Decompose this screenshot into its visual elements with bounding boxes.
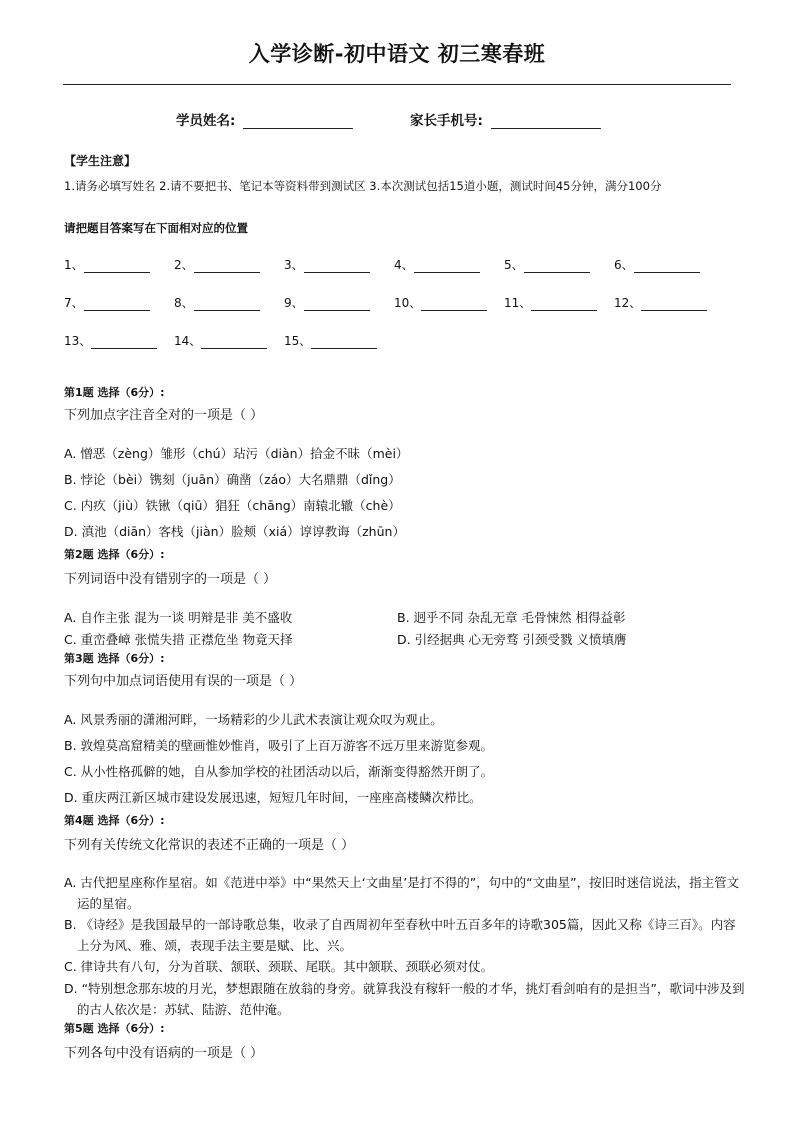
answer-slot[interactable] [174, 332, 267, 349]
page-title: 入学诊断-初中语文 初三寒春班 [248, 42, 546, 66]
question-3-option-d[interactable]: D. 重庆两江新区城市建设发展迅速，短短几年时间，一座座高楼鳞次栉比。 [64, 790, 482, 805]
question-3-option-b[interactable]: B. 敦煌莫高窟精美的壁画惟妙惟肖，吸引了上百万游客不远万里来游览参观。 [64, 738, 494, 753]
answer-slot-label: 8、 [174, 296, 194, 310]
notice-title: 【学生注意】 [64, 154, 137, 168]
answer-line[interactable] [84, 259, 150, 273]
question-5-stem: 下列各句中没有语病的一项是（ ） [64, 1046, 264, 1061]
question-1-option-a[interactable]: A. 憎恶（zèng）雏形（chú）玷污（diàn）拾金不昧（mèi） [64, 446, 409, 461]
answer-slot[interactable] [284, 332, 377, 349]
answer-line[interactable] [201, 335, 267, 349]
answer-slot[interactable] [504, 256, 590, 273]
question-3-stem: 下列句中加点词语使用有误的一项是（ ） [64, 674, 303, 689]
answer-slot[interactable] [284, 256, 370, 273]
answer-line[interactable] [634, 259, 700, 273]
answer-slot-label: 7、 [64, 296, 84, 310]
question-1-option-c[interactable]: C. 内疚（jiù）铁锹（qiū）猖狂（chāng）南辕北辙（chè） [64, 498, 401, 513]
answer-line[interactable] [421, 297, 487, 311]
question-4-stem: 下列有关传统文化常识的表述不正确的一项是（ ） [64, 838, 355, 853]
answer-line[interactable] [531, 297, 597, 311]
answer-line[interactable] [194, 259, 260, 273]
answer-slot[interactable] [64, 332, 157, 349]
answer-slot[interactable] [284, 294, 370, 311]
question-4-option-a[interactable]: A. 古代把星座称作星宿。如《范进中举》中“果然天上‘文曲星’是打不得的”，句中的“文曲星”，按旧时迷信说法，指主管文运的星宿。 [64, 875, 740, 911]
question-2-stem: 下列词语中没有错别字的一项是（ ） [64, 572, 277, 587]
question-5-header: 第5题 选择（6分）: [64, 1022, 165, 1035]
answer-slot-label: 10、 [394, 296, 422, 310]
notice-text: 1.请务必填写姓名 2.请不要把书、笔记本等资料带到测试区 3.本次测试包括15道小题，测试时间45分钟，满分100分 [64, 179, 662, 193]
answer-slot-label: 6、 [614, 258, 634, 272]
question-2-option-a[interactable]: A. 自作主张 混为一谈 明辩是非 美不盛收 [64, 610, 293, 625]
answer-hint: 请把题目答案写在下面相对应的位置 [64, 221, 248, 235]
answer-slot-label: 13、 [64, 334, 92, 348]
answer-line[interactable] [194, 297, 260, 311]
answer-slot-label: 11、 [504, 296, 532, 310]
answer-slot[interactable] [614, 294, 707, 311]
answer-line[interactable] [84, 297, 150, 311]
answer-slot[interactable] [64, 256, 150, 273]
answer-slot[interactable] [394, 256, 480, 273]
question-4-header: 第4题 选择（6分）: [64, 814, 165, 827]
answer-line[interactable] [311, 335, 377, 349]
answer-slot-label: 14、 [174, 334, 202, 348]
answer-slot-label: 15、 [284, 334, 312, 348]
answer-slot-label: 12、 [614, 296, 642, 310]
question-2-option-b[interactable]: B. 迥乎不同 杂乱无章 毛骨悚然 相得益彰 [397, 610, 626, 625]
answer-line[interactable] [524, 259, 590, 273]
question-1-option-b[interactable]: B. 悖论（bèi）镌刻（juān）确凿（záo）大名鼎鼎（dǐng） [64, 472, 401, 487]
answer-slot-label: 9、 [284, 296, 304, 310]
answer-slot[interactable] [394, 294, 487, 311]
title-divider [63, 84, 731, 85]
answer-slot[interactable] [174, 294, 260, 311]
answer-slot-label: 1、 [64, 258, 84, 272]
question-2-option-c[interactable]: C. 重峦叠嶂 张慌失措 正襟危坐 物竟天择 [64, 632, 293, 647]
answer-slot[interactable] [174, 256, 260, 273]
answer-line[interactable] [304, 297, 370, 311]
question-2-header: 第2题 选择（6分）: [64, 548, 165, 561]
question-1-stem: 下列加点字注音全对的一项是（ ） [64, 408, 264, 423]
student-name-field[interactable] [243, 112, 353, 129]
answer-slot-label: 5、 [504, 258, 524, 272]
parent-phone-group [410, 109, 601, 129]
question-4-option-c[interactable]: C. 律诗共有八句，分为首联、颔联、颈联、尾联。其中颔联、颈联必须对仗。 [64, 959, 494, 974]
parent-phone-label: 家长手机号: [410, 113, 483, 129]
parent-phone-field[interactable] [491, 112, 601, 129]
student-name-group [176, 109, 353, 129]
answer-slot[interactable] [504, 294, 597, 311]
answer-slot[interactable] [614, 256, 700, 273]
question-3-option-a[interactable]: A. 风景秀丽的潇湘河畔，一场精彩的少儿武术表演让观众叹为观止。 [64, 712, 443, 727]
question-3-option-c[interactable]: C. 从小性格孤僻的她，自从参加学校的社团活动以后，渐渐变得豁然开朗了。 [64, 764, 494, 779]
question-1-option-d[interactable]: D. 滇池（diān）客栈（jiàn）脸颊（xiá）谆谆教诲（zhūn） [64, 524, 405, 539]
student-name-label: 学员姓名: [176, 113, 236, 129]
answer-line[interactable] [641, 297, 707, 311]
question-1-header: 第1题 选择（6分）: [64, 386, 165, 399]
question-2-option-d[interactable]: D. 引经据典 心无旁骛 引颈受戮 义愤填膺 [397, 632, 627, 647]
answer-slot[interactable] [64, 294, 150, 311]
answer-slot-label: 4、 [394, 258, 414, 272]
answer-slot-label: 3、 [284, 258, 304, 272]
answer-slot-label: 2、 [174, 258, 194, 272]
question-4-option-d[interactable]: D. “特别想念那东坡的月光，梦想跟随在放翁的身旁。就算我没有稼轩一般的才华，挑灯看剑咱有的是担当”，歌词中涉及到的古人依次是：苏轼、陆游、范仲淹。 [64, 981, 745, 1017]
answer-line[interactable] [91, 335, 157, 349]
answer-line[interactable] [414, 259, 480, 273]
question-4-option-b[interactable]: B. 《诗经》是我国最早的一部诗歌总集，收录了自西周初年至春秋中叶五百多年的诗歌305篇，因此又称《诗三百》。内容上分为风、雅、颂，表现手法主要是赋、比、兴。 [64, 917, 736, 953]
question-3-header: 第3题 选择（6分）: [64, 652, 165, 665]
answer-line[interactable] [304, 259, 370, 273]
